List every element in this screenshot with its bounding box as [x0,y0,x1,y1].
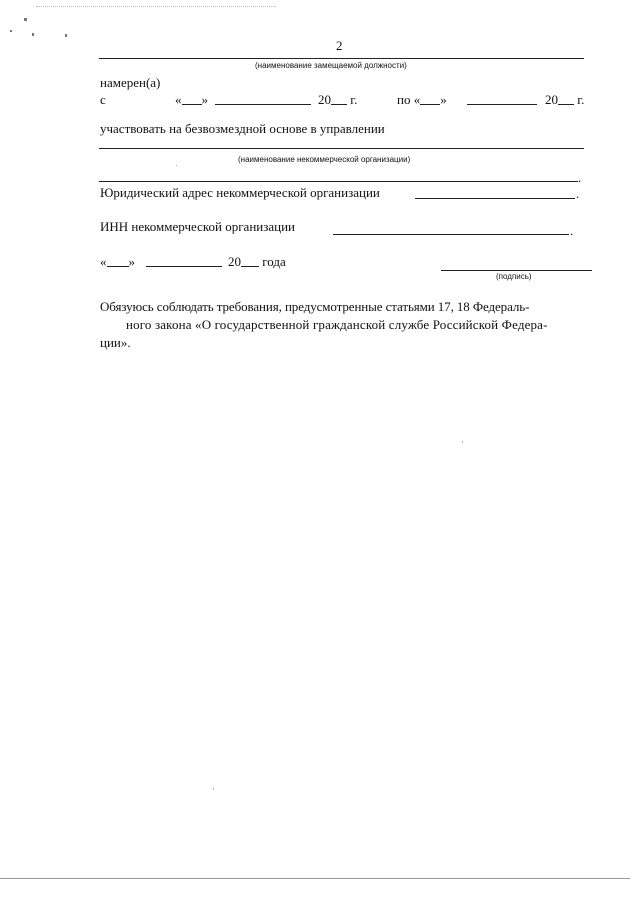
position-line [99,58,584,59]
intent-label: намерен(а) [100,75,161,90]
signature-caption: (подпись) [496,272,532,281]
address-period: . [576,186,580,201]
sign-date [100,255,135,268]
position-caption: (наименование замещаемой должности) [255,61,407,70]
year-suffix: г. [350,92,358,107]
year-word: года [262,254,286,269]
sign-year-blank[interactable] [241,255,259,267]
from-day-blank[interactable] [182,93,202,105]
scan-speck [176,165,177,166]
scan-speck [462,441,463,443]
organization-line[interactable] [99,148,584,149]
quote-open: « [175,92,182,107]
organization-line-2-period: . [578,170,582,185]
quote-close: » [201,92,208,107]
quote-open: « [100,254,107,269]
quote-close: » [128,254,135,269]
page-number: 2 [336,38,343,53]
to-label: по « [397,92,421,107]
scan-mark-top-left [32,33,34,36]
obligation-line-2: ного закона «О государственной гражданской службе Российской Федера- [126,317,548,332]
scan-mark-top-left [65,34,67,37]
inn-blank[interactable] [333,234,569,235]
to-date [397,93,447,106]
quote-close: » [440,92,447,107]
sign-day-blank[interactable] [107,255,129,267]
obligation-line-1: Обязуюсь соблюдать требования, предусмотренные статьями 17, 18 Федераль- [100,299,530,314]
to-day-blank[interactable] [420,93,440,105]
from-label: с [100,92,106,107]
year-suffix: г. [577,92,585,107]
to-month-blank[interactable] [467,104,537,105]
scan-artifact-left-edge [0,878,630,879]
year-prefix: 20 [545,92,558,107]
year-prefix: 20 [228,254,241,269]
signature-line[interactable] [441,270,592,271]
scan-speck [213,788,214,790]
organization-caption: (наименование некоммерческой организации) [238,155,411,164]
sign-year [228,255,286,268]
sign-month-blank[interactable] [146,266,222,267]
address-label: Юридический адрес некоммерческой организации [100,185,380,200]
to-year [545,93,584,106]
address-blank[interactable] [415,198,575,199]
to-year-blank[interactable] [558,93,574,105]
scan-mark-top-left [10,30,12,32]
obligation-line-3: ции». [100,335,131,350]
inn-label: ИНН некоммерческой организации [100,219,296,234]
organization-line-2[interactable] [99,181,578,182]
year-prefix: 20 [318,92,331,107]
scan-artifact-top [36,6,276,7]
inn-period: . [570,223,574,238]
from-year-blank[interactable] [331,93,347,105]
scan-mark-top-left [24,18,27,21]
participation-text: участвовать на безвозмездной основе в управлении [100,121,385,136]
from-date [175,93,208,106]
from-year [318,93,357,106]
from-month-blank[interactable] [215,104,311,105]
